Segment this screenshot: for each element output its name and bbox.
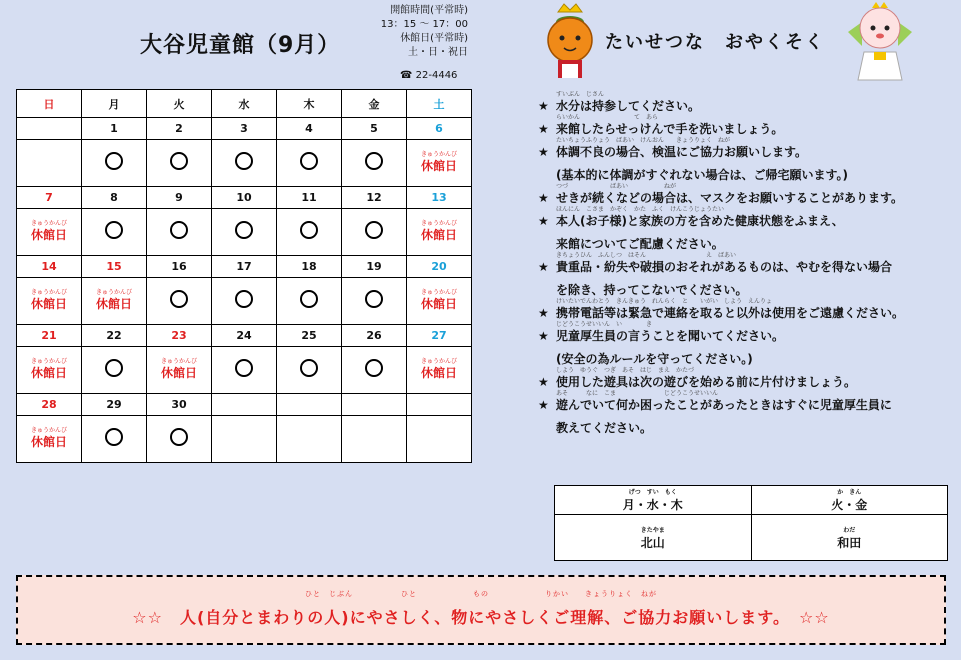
open-circle-icon <box>235 221 253 239</box>
date-cell: 8 <box>82 187 147 209</box>
princess-mascot-icon <box>840 2 920 82</box>
closed-ruby: きゅうかんび <box>95 289 132 296</box>
weekday-6: 土 <box>407 90 472 118</box>
status-row <box>17 278 472 325</box>
page-title: 大谷児童館（9月） <box>140 33 341 58</box>
closed-label <box>421 152 457 172</box>
date-cell: 9 <box>147 187 212 209</box>
status-cell <box>17 209 82 256</box>
open-circle-icon <box>365 152 383 170</box>
date-cell: 18 <box>277 256 342 278</box>
rule-ruby: あそ なに こま じどうこうせいいん <box>556 390 719 397</box>
date-cell: 24 <box>212 325 277 347</box>
date-cell: 29 <box>82 394 147 416</box>
date-cell: 20 <box>407 256 472 278</box>
closed-ruby: きゅうかんび <box>420 358 457 365</box>
rule-text: 来館したらせっけんで手を洗いましょう。 <box>556 122 784 136</box>
hours-time: 13：15 〜 17：00 <box>380 19 468 30</box>
status-cell <box>82 347 147 394</box>
star-icon: ★ <box>538 398 549 412</box>
date-cell: 12 <box>342 187 407 209</box>
closed-text: 休館日 <box>420 297 457 311</box>
rule-text: 携帯電話等は緊急で連絡を取ると以外は使用をご遠慮ください。 <box>556 306 905 320</box>
date-row <box>17 325 472 347</box>
staff-days-1 <box>555 486 752 515</box>
status-row <box>17 209 472 256</box>
status-cell <box>277 209 342 256</box>
date-cell: 14 <box>17 256 82 278</box>
status-cell <box>147 416 212 463</box>
open-circle-icon <box>170 221 188 239</box>
star-icon: ★ <box>538 214 549 228</box>
date-cell <box>277 394 342 416</box>
status-row <box>17 347 472 394</box>
staff-days-2-ruby: か きん <box>837 489 862 496</box>
open-circle-icon <box>300 152 318 170</box>
closed-ruby: きゅうかんび <box>420 220 457 227</box>
closed-ruby: きゅうかんび <box>30 220 67 227</box>
banner-title: たいせつな おやくそく <box>605 32 825 53</box>
status-cell <box>17 140 82 187</box>
date-cell: 4 <box>277 118 342 140</box>
date-cell: 5 <box>342 118 407 140</box>
closed-text: 休館日 <box>30 297 67 311</box>
closed-label <box>421 290 457 310</box>
staff-name-2-ruby: わだ <box>843 526 856 534</box>
rule-text: 使用した遊具は次の遊びを始める前に片付けましょう。 <box>556 375 857 389</box>
weekday-2: 火 <box>147 90 212 118</box>
status-cell <box>17 278 82 325</box>
open-circle-icon <box>235 152 253 170</box>
status-cell <box>342 209 407 256</box>
open-circle-icon <box>365 221 383 239</box>
date-cell: 26 <box>342 325 407 347</box>
date-cell: 11 <box>277 187 342 209</box>
staff-days-1-ruby: げつ すい もく <box>628 489 677 496</box>
status-cell <box>82 416 147 463</box>
weekday-5: 金 <box>342 90 407 118</box>
rule-ruby: きちょうひん ふんしつ はそん え ばあい <box>556 252 737 259</box>
footer-text: ☆☆ 人(自分とまわりの人)にやさしく、物にやさしくご理解、ご協力お願いします。 ☆☆ <box>132 608 830 627</box>
status-cell <box>212 416 277 463</box>
closed-days-label: 休館日(平常時) <box>400 33 468 44</box>
weekday-0: 日 <box>17 90 82 118</box>
date-cell: 6 <box>407 118 472 140</box>
rule-text: (安全の為ルールを守ってください。) <box>556 352 753 366</box>
rule-ruby: しよう ゆうぐ つぎ あそ はじ まえ かたづ <box>556 367 695 374</box>
rule-text: 来館についてご配慮ください。 <box>556 237 724 251</box>
weekday-4: 木 <box>277 90 342 118</box>
rule-ruby: たいちょうふりょう ばあい けんおん きょうりょく ねが <box>556 137 731 144</box>
closed-text: 休館日 <box>160 366 197 380</box>
open-circle-icon <box>365 359 383 377</box>
open-circle-icon <box>300 359 318 377</box>
open-circle-icon <box>105 428 123 446</box>
status-cell <box>407 209 472 256</box>
rule-text: (基本的に体調がすぐれない場合は、ご帰宅願います。) <box>556 168 849 182</box>
status-cell <box>212 278 277 325</box>
rule-text: 体調不良の場合、検温にご協力お願いします。 <box>556 145 808 159</box>
star-icon: ★ <box>538 122 549 136</box>
open-circle-icon <box>235 290 253 308</box>
closed-text: 休館日 <box>420 366 457 380</box>
rule-text: 教えてください。 <box>556 421 653 435</box>
date-cell: 10 <box>212 187 277 209</box>
closed-ruby: きゅうかんび <box>30 358 67 365</box>
rule-item <box>538 389 958 435</box>
open-circle-icon <box>105 152 123 170</box>
status-cell <box>277 347 342 394</box>
closed-label <box>421 221 457 241</box>
date-cell: 17 <box>212 256 277 278</box>
weekday-header <box>17 90 472 118</box>
status-cell <box>407 140 472 187</box>
rule-item <box>538 251 958 297</box>
status-cell <box>277 278 342 325</box>
date-row <box>17 118 472 140</box>
status-cell <box>407 347 472 394</box>
closed-ruby: きゅうかんび <box>420 151 457 158</box>
status-cell <box>147 347 212 394</box>
status-row <box>17 140 472 187</box>
date-cell <box>17 118 82 140</box>
open-circle-icon <box>170 428 188 446</box>
closed-label <box>31 290 67 310</box>
closed-days: 土・日・祝日 <box>408 47 468 58</box>
status-cell <box>147 209 212 256</box>
staff-days-1-label: 月・水・木 <box>622 498 683 512</box>
rules-list <box>538 90 958 435</box>
date-cell: 27 <box>407 325 472 347</box>
rule-item <box>538 136 958 182</box>
star-icon: ★ <box>538 329 549 343</box>
weekday-1: 月 <box>82 90 147 118</box>
rule-item <box>538 297 958 320</box>
rule-ruby: ほんにん こさま かぞく かた ふく けんこうじょうたい <box>556 206 725 213</box>
star-icon: ★ <box>538 306 549 320</box>
status-cell <box>212 347 277 394</box>
rule-ruby: らいかん て あら <box>556 114 659 121</box>
status-cell <box>342 140 407 187</box>
rule-text: を除き、持ってこないでください。 <box>556 283 748 297</box>
date-cell: 25 <box>277 325 342 347</box>
date-cell <box>212 394 277 416</box>
date-cell: 16 <box>147 256 212 278</box>
closed-text: 休館日 <box>95 297 132 311</box>
calendar <box>16 89 472 463</box>
date-cell: 22 <box>82 325 147 347</box>
rule-item <box>538 182 958 205</box>
status-cell <box>17 416 82 463</box>
open-circle-icon <box>170 290 188 308</box>
status-cell <box>277 416 342 463</box>
open-circle-icon <box>300 290 318 308</box>
rule-text: せきが続くなどの場合は、マスクをお願いすることがあります。 <box>556 191 904 205</box>
closed-text: 休館日 <box>30 366 67 380</box>
closed-ruby: きゅうかんび <box>30 289 67 296</box>
rule-ruby: すいぶん じさん <box>556 91 605 98</box>
staff-days-2-label: 火・金 <box>831 498 868 512</box>
footer-ruby: ひと じぶん ひと もの りかい きょうりょく ねが <box>305 590 657 598</box>
date-cell: 3 <box>212 118 277 140</box>
status-cell <box>82 209 147 256</box>
rule-text: 遊んでいて何か困ったことがあったときはすぐに児童厚生員に <box>556 398 892 412</box>
closed-text: 休館日 <box>30 435 67 449</box>
status-cell <box>342 278 407 325</box>
date-cell <box>407 394 472 416</box>
open-circle-icon <box>235 359 253 377</box>
staff-name-1-ruby: きたやま <box>640 526 665 534</box>
date-row <box>17 187 472 209</box>
date-cell: 7 <box>17 187 82 209</box>
closed-ruby: きゅうかんび <box>160 358 197 365</box>
rule-item <box>538 90 958 113</box>
rule-item <box>538 320 958 366</box>
closed-label <box>31 428 67 448</box>
staff-name-2-label: 和田 <box>837 535 862 550</box>
status-cell <box>342 416 407 463</box>
staff-name-1 <box>555 515 752 561</box>
status-cell <box>212 209 277 256</box>
status-cell <box>407 416 472 463</box>
date-cell <box>342 394 407 416</box>
closed-text: 休館日 <box>30 228 67 242</box>
date-cell: 2 <box>147 118 212 140</box>
rules-banner <box>540 2 960 82</box>
date-cell: 21 <box>17 325 82 347</box>
staff-name-1-label: 北山 <box>640 535 665 550</box>
rule-ruby: つづ ばあい ねが <box>556 183 677 190</box>
staff-table <box>554 485 948 561</box>
rule-item <box>538 366 958 389</box>
date-row <box>17 394 472 416</box>
weekday-3: 水 <box>212 90 277 118</box>
status-cell <box>277 140 342 187</box>
date-cell: 1 <box>82 118 147 140</box>
status-cell <box>407 278 472 325</box>
rule-text: 児童厚生員の言うことを聞いてください。 <box>556 329 785 343</box>
status-cell <box>147 278 212 325</box>
closed-label <box>31 359 67 379</box>
opening-hours <box>368 4 468 60</box>
date-cell: 28 <box>17 394 82 416</box>
rule-ruby: じどうこうせいいん い き <box>556 321 653 328</box>
staff-days-2 <box>751 486 948 515</box>
star-icon: ★ <box>538 145 549 159</box>
open-circle-icon <box>170 152 188 170</box>
rule-ruby: けいたいでんわとう きんきゅう れんらく と いがい しよう えんりょ <box>556 298 773 305</box>
status-cell <box>212 140 277 187</box>
date-cell: 19 <box>342 256 407 278</box>
staff-name-2 <box>751 515 948 561</box>
status-cell <box>147 140 212 187</box>
rule-item <box>538 113 958 136</box>
closed-label <box>421 359 457 379</box>
open-circle-icon <box>365 290 383 308</box>
open-circle-icon <box>105 221 123 239</box>
status-cell <box>82 278 147 325</box>
closed-label <box>31 221 67 241</box>
date-row <box>17 256 472 278</box>
open-circle-icon <box>105 359 123 377</box>
hours-label: 開館時間(平常時) <box>390 5 468 16</box>
closed-ruby: きゅうかんび <box>30 427 67 434</box>
date-cell: 30 <box>147 394 212 416</box>
date-cell: 15 <box>82 256 147 278</box>
rule-text: 本人(お子様)と家族の方を含めた健康状態をふまえ、 <box>556 214 844 228</box>
date-cell: 13 <box>407 187 472 209</box>
closed-label <box>96 290 132 310</box>
star-icon: ★ <box>538 260 549 274</box>
persimmon-mascot-icon <box>540 2 600 82</box>
status-cell <box>17 347 82 394</box>
open-circle-icon <box>300 221 318 239</box>
rule-text: 貴重品・紛失や破損のおそれがあるものは、やむを得ない場合 <box>556 260 893 274</box>
star-icon: ★ <box>538 375 549 389</box>
closed-ruby: きゅうかんび <box>420 289 457 296</box>
star-icon: ★ <box>538 191 549 205</box>
footer-notice <box>16 575 946 645</box>
status-cell <box>82 140 147 187</box>
closed-text: 休館日 <box>420 159 457 173</box>
rule-item <box>538 205 958 251</box>
closed-text: 休館日 <box>420 228 457 242</box>
status-cell <box>342 347 407 394</box>
star-icon: ★ <box>538 99 549 113</box>
date-cell: 23 <box>147 325 212 347</box>
phone-number: ☎ 22-4446 <box>400 70 458 81</box>
closed-label <box>161 359 197 379</box>
status-row <box>17 416 472 463</box>
rule-text: 水分は持参してください。 <box>556 99 701 113</box>
